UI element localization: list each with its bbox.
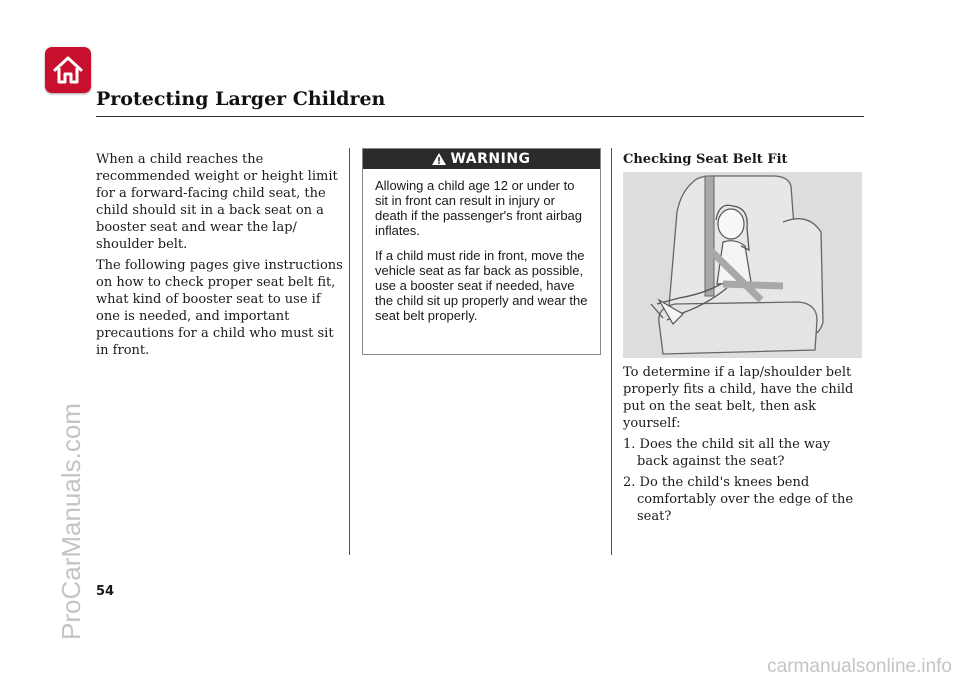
home-icon [51,53,85,87]
intro-paragraph: When a child reaches the recommended weight or height limit for a forward-facing child seat, the child should sit in a back seat on a booster seat and wear the lap/ shoulder belt. [96,152,338,252]
column-divider [611,148,612,555]
warning-header [363,149,600,169]
right-heading-block [623,151,863,172]
child-seat-belt-illustration [623,172,862,358]
checklist-item: 1. Does the child sit all the way back against the seat? [623,437,831,469]
side-watermark: ProCarManuals.com [56,403,86,640]
checklist-item: 2. Do the child's knees bend comfortably over the edge of the seat? [623,475,854,524]
right-column [623,364,863,529]
page-number: 54 [96,584,115,599]
home-button[interactable] [45,47,91,93]
instructions-paragraph: The following pages give instructions on how to check proper seat belt fit, what kind of booster seat to use if one is needed, and important precautions for a child who must sit in front. [96,258,343,358]
warning-body [363,169,600,323]
seat-belt-fit-drawing [623,172,862,358]
warning-box [362,148,601,355]
left-column [96,151,348,363]
section-heading: Checking Seat Belt Fit [623,152,788,167]
bottom-watermark: carmanualsonline.info [767,656,952,677]
page-title: Protecting Larger Children [96,88,386,110]
title-divider [96,116,864,117]
column-divider [349,148,350,555]
warning-triangle-icon [432,153,446,165]
warning-text: If a child must ride in front, move the vehicle seat as far back as possible, use a booster seat if needed, have the child sit up properly and wear the seat belt properly. [375,248,588,323]
warning-text: Allowing a child age 12 or under to sit in front can result in injury or death if the passenger's front airbag inflates. [375,178,583,238]
seat-belt-intro: To determine if a lap/shoulder belt properly fits a child, have the child put on the seat belt, then ask yourself: [623,365,854,431]
warning-label: WARNING [450,151,531,167]
